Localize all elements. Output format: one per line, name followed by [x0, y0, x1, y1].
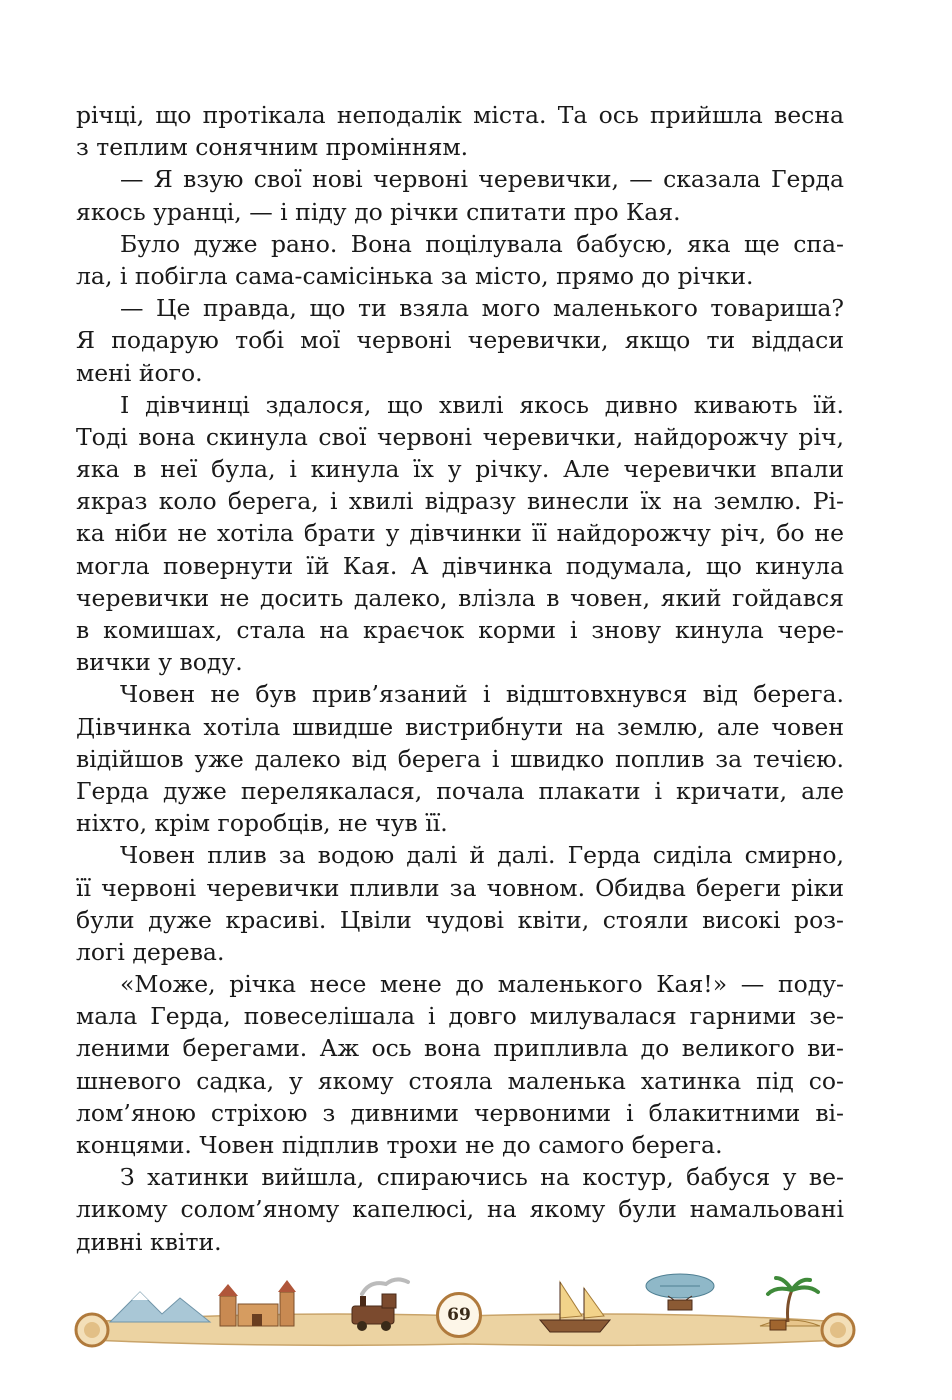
text-line: річці, що протікала неподалік міста. Та ось прийшла весна: [76, 101, 844, 129]
text-line: З хатинки вийшла, спираючись на костур, бабуся у ве-: [120, 1163, 844, 1192]
page-number: 69: [436, 1292, 482, 1338]
text-line: лом’яною стріхою з дивними червоними і блакитними ві-: [76, 1098, 844, 1127]
text-line: — Це правда, що ти взяла мого маленького товариша?: [120, 294, 844, 323]
text-line: мала Герда, повеселішала і довго милувалася гарними зе-: [76, 1002, 844, 1031]
text-line: логі дерева.: [76, 937, 225, 966]
text-line: мені його.: [76, 358, 203, 387]
text-line: Я подарую тобі мої червоні черевички, якщо ти віддаси: [76, 326, 844, 355]
text-line: якось уранці, — і піду до річки спитати про Кая.: [76, 197, 681, 226]
story-text: [76, 99, 844, 1258]
text-line: дивні квіти.: [76, 1227, 222, 1256]
text-line: могла повернути їй Кая. А дівчинка подумала, що кинула: [76, 551, 844, 580]
text-line: відійшов уже далеко від берега і швидко поплив за течією.: [76, 744, 844, 773]
text-line: Тоді вона скинула свої червоні черевички, найдорожчу річ,: [76, 422, 844, 451]
text-line: — Я взую свої нові червоні черевички, — сказала Герда: [120, 165, 844, 194]
text-line: вички у воду.: [76, 648, 243, 677]
text-line: її червоні черевички пливли за човном. Обидва береги ріки: [76, 873, 844, 902]
text-line: ніхто, крім горобців, не чув її.: [76, 809, 448, 838]
text-line: Дівчинка хотіла швидше вистрибнути на землю, але човен: [76, 712, 844, 741]
text-line: Човен не був прив’язаний і відштовхнувся від берега.: [120, 680, 844, 709]
text-line: були дуже красиві. Цвіли чудові квіти, стояли високі роз-: [76, 905, 844, 934]
text-line: І дівчинці здалося, що хвилі якось дивно кивають їй.: [120, 390, 844, 419]
text-line: черевички не досить далеко, влізла в човен, який гойдався: [76, 583, 844, 612]
text-line: Було дуже рано. Вона поцілувала бабусю, яка ще спа-: [120, 229, 844, 258]
text-line: яка в неї була, і кинула їх у річку. Але черевички впали: [76, 455, 844, 484]
text-line: ла, і побігла сама-самісінька за місто, прямо до річки.: [76, 261, 754, 290]
text-line: шневого садка, у якому стояла маленька хатинка під со-: [76, 1066, 844, 1095]
text-line: Човен плив за водою далі й далі. Герда сиділа смирно,: [120, 841, 844, 870]
text-line: ка ніби не хотіла брати у дівчинки її найдорожчу річ, бо не: [76, 519, 844, 548]
text-line: Герда дуже перелякалася, почала плакати і кричати, але: [76, 776, 844, 805]
castle-icon: [218, 1280, 296, 1326]
text-line: з теплим сонячним промінням.: [76, 133, 469, 162]
airship-icon: [646, 1274, 714, 1310]
text-line: ликому солом’яному капелюсі, на якому були намальовані: [76, 1195, 844, 1224]
text-line: в комишах, стала на краєчок корми і знову кинула чере-: [76, 616, 844, 644]
mountains-icon: [110, 1292, 210, 1322]
text-line: леними берегами. Аж ось вона припливла до великого ви-: [76, 1034, 844, 1063]
ship-icon: [540, 1282, 610, 1332]
text-line: якраз коло берега, і хвилі відразу винесли їх на землю. Рі-: [76, 487, 844, 516]
text-line: «Може, річка несе мене до маленького Кая!» — поду-: [120, 970, 844, 999]
text-line: концями. Човен підплив трохи не до самого берега.: [76, 1131, 723, 1159]
